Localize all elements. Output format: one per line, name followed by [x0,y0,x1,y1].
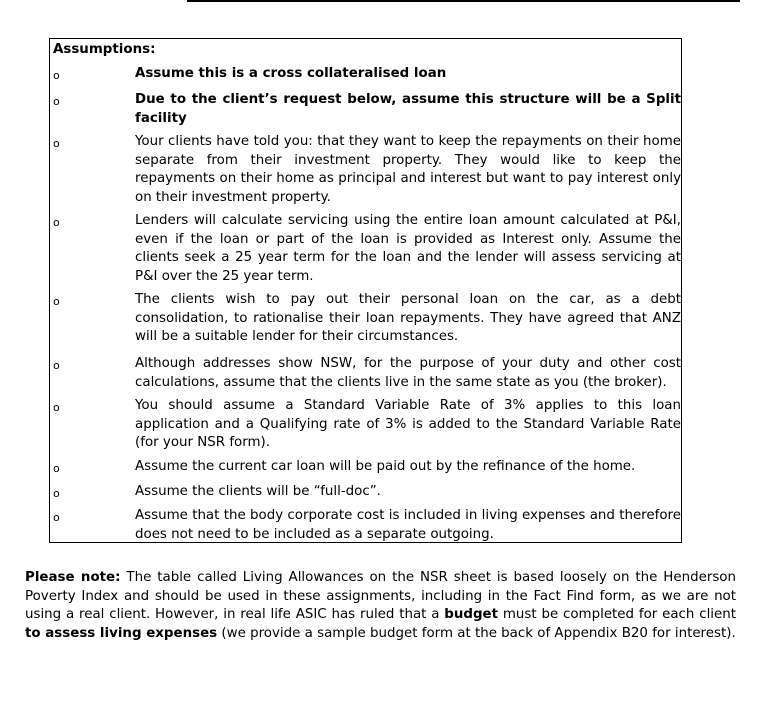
list-item-text: Although addresses show NSW, for the purpose of your duty and other cost calculations, assume that the clients live in the same state as you (the broker). [135,356,681,390]
bullet-icon: o [53,95,60,108]
bullet-icon: o [53,295,60,308]
note-bold-budget: budget [444,607,499,623]
bullet-icon: o [53,487,60,500]
list-item-text: Assume the current car loan will be paid out by the refinance of the home. [135,459,636,474]
note-bold-assess: to assess living expenses [25,626,218,642]
list-item-text: Assume that the body corporate cost is included in living expenses and therefore does not need to be included as a separate outgoing. [135,508,681,542]
list-item-text: Due to the client’s request below, assume this structure will be a Split facility [135,92,681,126]
bullet-icon: o [53,137,60,150]
note-text-3: (we provide a sample budget form at the back of Appendix B20 for interest). [217,626,736,642]
list-item-text: Assume this is a cross collateralised loan [135,66,447,81]
bullet-icon: o [53,401,60,414]
list-item-text: Lenders will calculate servicing using the entire loan amount calculated at P&I, even if the loan or part of the loan is provided as Interest only. Assume the clients seek a 25 year term for the loan and the lender will assess servicing at P&I over the 25 year term. [135,213,681,284]
assumptions-heading: Assumptions: [53,42,156,57]
note-text-2: must be completed for each client [498,607,736,623]
bullet-icon: o [53,216,60,229]
assumptions-box [49,38,682,543]
note-text-1: The table called Living Allowances on the NSR sheet is based loosely on the Henderson Poverty Index and should be used in these assignments, including in the Fact Find form, as we are not using a real client. However, in real life ASIC has ruled that a [25,570,736,623]
list-item-text: You should assume a Standard Variable Rate of 3% applies to this loan application and a Qualifying rate of 3% is added to the Standard Variable Rate (for your NSR form). [135,398,681,451]
list-item-text: Your clients have told you: that they want to keep the repayments on their home separate from their investment property. They would like to keep the repayments on their home as principal and interest but want to pay interest only on their investment property. [135,134,681,205]
please-note-paragraph [25,569,736,644]
bullet-icon: o [53,359,60,372]
list-item-text: The clients wish to pay out their personal loan on the car, as a debt consolidation, to rationalise their loan repayments. They have agreed that ANZ will be a suitable lender for their circumstances. [135,292,681,345]
note-label: Please note: [25,570,121,585]
bullet-icon: o [53,511,60,524]
bullet-icon: o [53,69,60,82]
bullet-icon: o [53,462,60,475]
list-item-text: Assume the clients will be “full-doc”. [135,484,381,499]
top-rule [187,0,740,2]
